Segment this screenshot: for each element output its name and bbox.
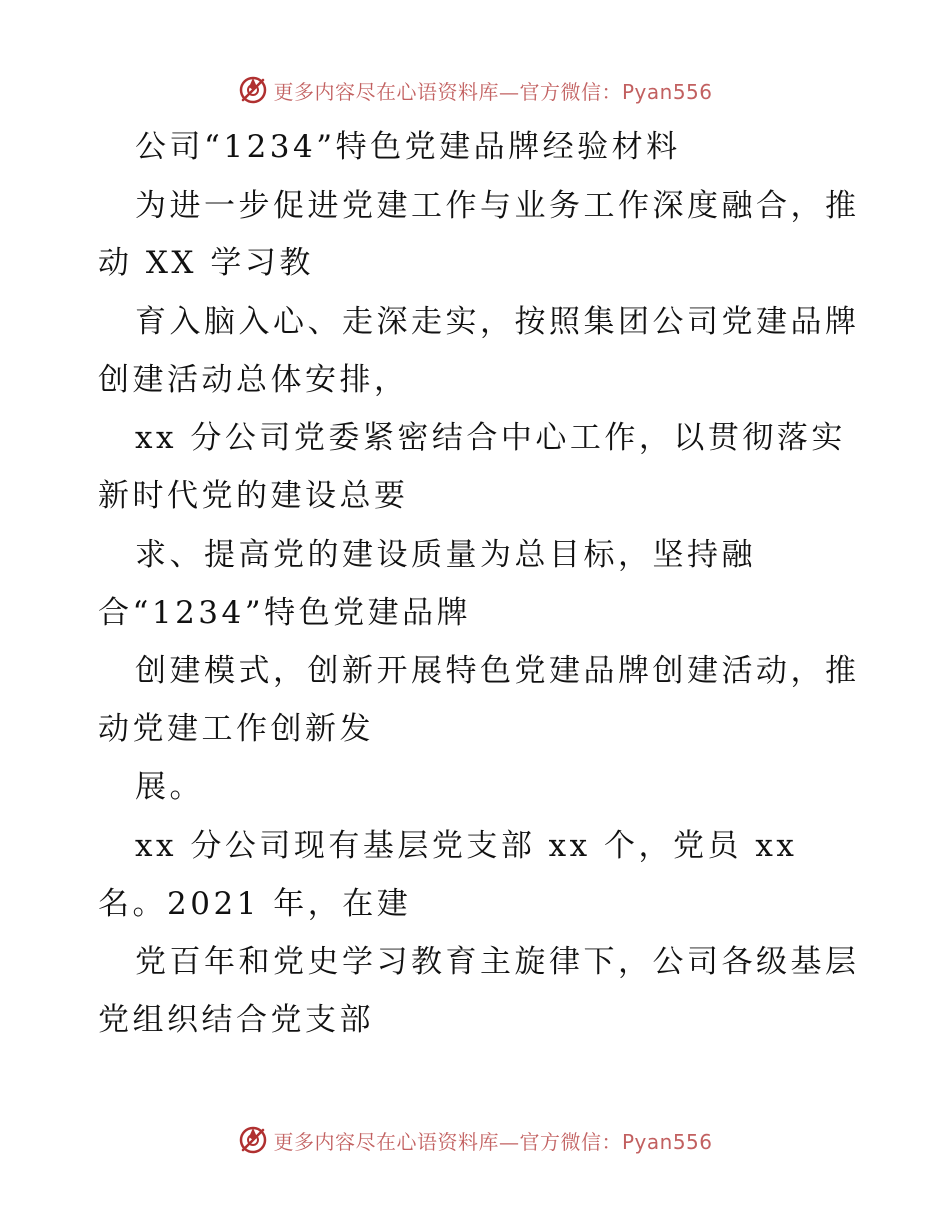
paragraph-line: 创建模式，创新开展特色党建品牌创建活动，推: [135, 653, 860, 689]
paragraph-line: 名。2021 年，在建: [98, 886, 412, 922]
wechat-id: Pyan556: [621, 1129, 713, 1154]
paragraph-line: xx 分公司现有基层党支部 xx 个，党员 xx: [135, 828, 798, 864]
banner-text: 更多内容尽在心语资料库—官方微信：Pyan556: [273, 79, 713, 104]
paragraph-line: 育入脑入心、走深走实，按照集团公司党建品牌: [135, 304, 860, 340]
pen-logo-icon: [237, 1124, 269, 1156]
paragraph-line: 为进一步促进党建工作与业务工作深度融合，推: [135, 188, 860, 224]
paragraph-line: 新时代党的建设总要: [98, 478, 409, 514]
paragraph-line: 展。: [135, 769, 204, 805]
paragraph-line: 动党建工作创新发: [98, 711, 374, 747]
wechat-id: Pyan556: [621, 79, 713, 104]
paragraph-line: 党百年和党史学习教育主旋律下，公司各级基层: [135, 944, 860, 980]
footer-banner: [0, 1120, 950, 1160]
banner-text: 更多内容尽在心语资料库—官方微信：Pyan556: [273, 1129, 713, 1154]
paragraph-line: 创建活动总体安排，: [98, 362, 409, 398]
paragraph-line: xx 分公司党委紧密结合中心工作，以贯彻落实: [135, 420, 846, 456]
paragraph-line: 求、提高党的建设质量为总目标，坚持融: [135, 537, 756, 573]
paragraph-line: 动 XX 学习教: [98, 245, 314, 281]
paragraph-line: 合“1234”特色党建品牌: [98, 595, 472, 631]
paragraph-line: 党组织结合党支部: [98, 1002, 374, 1038]
document-title: 公司“1234”特色党建品牌经验材料: [135, 129, 681, 165]
